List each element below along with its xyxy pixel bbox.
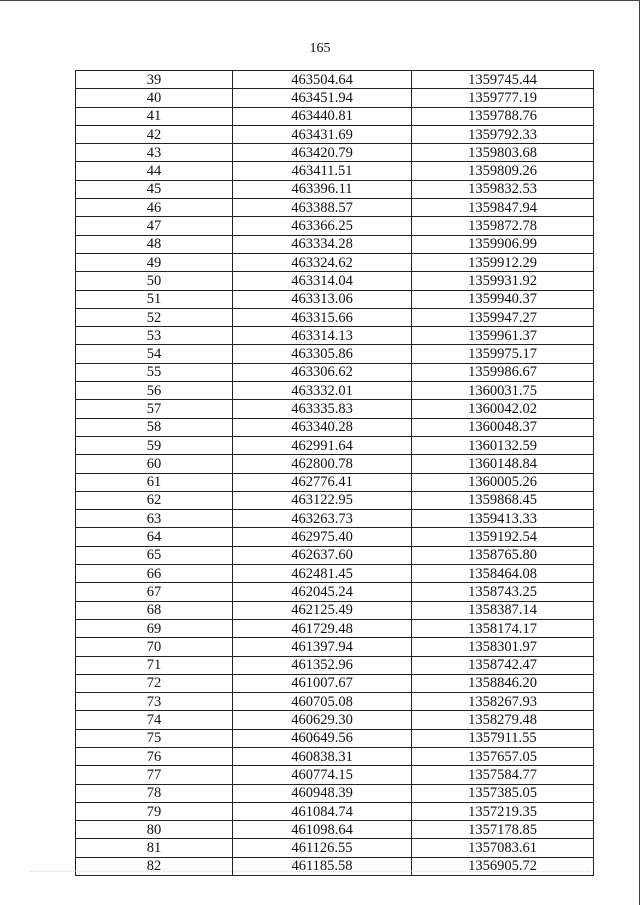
x-coordinate-cell: 463366.25	[233, 217, 412, 235]
point-number-cell: 51	[76, 290, 233, 308]
table-row	[76, 546, 594, 564]
x-coordinate-cell: 463504.64	[233, 71, 412, 89]
table-row	[76, 180, 594, 198]
point-number-cell: 55	[76, 363, 233, 381]
x-coordinate-cell: 462125.49	[233, 601, 412, 619]
point-number-cell: 42	[76, 125, 233, 143]
table-row	[76, 857, 594, 875]
x-coordinate-cell: 463431.69	[233, 125, 412, 143]
x-coordinate-cell: 461126.55	[233, 839, 412, 857]
y-coordinate-cell: 1358464.08	[412, 565, 594, 583]
y-coordinate-cell: 1359912.29	[412, 253, 594, 271]
point-number-cell: 48	[76, 235, 233, 253]
y-coordinate-cell: 1359986.67	[412, 363, 594, 381]
x-coordinate-cell: 463411.51	[233, 162, 412, 180]
table-row	[76, 784, 594, 802]
y-coordinate-cell: 1357219.35	[412, 802, 594, 820]
point-number-cell: 74	[76, 711, 233, 729]
table-row	[76, 235, 594, 253]
table-row	[76, 601, 594, 619]
x-coordinate-cell: 463440.81	[233, 107, 412, 125]
x-coordinate-cell: 462991.64	[233, 436, 412, 454]
point-number-cell: 70	[76, 638, 233, 656]
y-coordinate-cell: 1360042.02	[412, 400, 594, 418]
y-coordinate-cell: 1359961.37	[412, 327, 594, 345]
x-coordinate-cell: 462800.78	[233, 455, 412, 473]
y-coordinate-cell: 1358301.97	[412, 638, 594, 656]
table-row	[76, 308, 594, 326]
point-number-cell: 56	[76, 382, 233, 400]
table-row	[76, 491, 594, 509]
table-row	[76, 71, 594, 89]
table-row	[76, 125, 594, 143]
point-number-cell: 61	[76, 473, 233, 491]
point-number-cell: 72	[76, 674, 233, 692]
y-coordinate-cell: 1359906.99	[412, 235, 594, 253]
y-coordinate-cell: 1359832.53	[412, 180, 594, 198]
x-coordinate-cell: 463315.66	[233, 308, 412, 326]
point-number-cell: 50	[76, 272, 233, 290]
table-row	[76, 839, 594, 857]
point-number-cell: 77	[76, 766, 233, 784]
point-number-cell: 81	[76, 839, 233, 857]
x-coordinate-cell: 462975.40	[233, 528, 412, 546]
table-row	[76, 711, 594, 729]
x-coordinate-cell: 463313.06	[233, 290, 412, 308]
point-number-cell: 68	[76, 601, 233, 619]
table-row	[76, 199, 594, 217]
x-coordinate-cell: 462045.24	[233, 583, 412, 601]
y-coordinate-cell: 1357584.77	[412, 766, 594, 784]
x-coordinate-cell: 463305.86	[233, 345, 412, 363]
x-coordinate-cell: 463263.73	[233, 510, 412, 528]
table-row	[76, 107, 594, 125]
table-row	[76, 455, 594, 473]
point-number-cell: 66	[76, 565, 233, 583]
point-number-cell: 39	[76, 71, 233, 89]
table-row	[76, 674, 594, 692]
table-row	[76, 729, 594, 747]
y-coordinate-cell: 1359947.27	[412, 308, 594, 326]
point-number-cell: 79	[76, 802, 233, 820]
x-coordinate-cell: 460948.39	[233, 784, 412, 802]
point-number-cell: 46	[76, 199, 233, 217]
table-row	[76, 162, 594, 180]
x-coordinate-cell: 460838.31	[233, 747, 412, 765]
point-number-cell: 69	[76, 619, 233, 637]
y-coordinate-cell: 1359745.44	[412, 71, 594, 89]
y-coordinate-cell: 1357911.55	[412, 729, 594, 747]
y-coordinate-cell: 1358743.25	[412, 583, 594, 601]
x-coordinate-cell: 463314.04	[233, 272, 412, 290]
point-number-cell: 43	[76, 144, 233, 162]
table-row	[76, 821, 594, 839]
x-coordinate-cell: 462637.60	[233, 546, 412, 564]
y-coordinate-cell: 1359792.33	[412, 125, 594, 143]
x-coordinate-cell: 463420.79	[233, 144, 412, 162]
point-number-cell: 44	[76, 162, 233, 180]
table-row	[76, 144, 594, 162]
y-coordinate-cell: 1358742.47	[412, 656, 594, 674]
table-row	[76, 638, 594, 656]
y-coordinate-cell: 1357657.05	[412, 747, 594, 765]
y-coordinate-cell: 1359975.17	[412, 345, 594, 363]
point-number-cell: 75	[76, 729, 233, 747]
x-coordinate-cell: 463335.83	[233, 400, 412, 418]
page-border-top	[0, 0, 640, 1]
point-number-cell: 76	[76, 747, 233, 765]
x-coordinate-cell: 462481.45	[233, 565, 412, 583]
table-row	[76, 766, 594, 784]
x-coordinate-cell: 463324.62	[233, 253, 412, 271]
y-coordinate-cell: 1359931.92	[412, 272, 594, 290]
y-coordinate-cell: 1358765.80	[412, 546, 594, 564]
point-number-cell: 64	[76, 528, 233, 546]
y-coordinate-cell: 1360148.84	[412, 455, 594, 473]
x-coordinate-cell: 463122.95	[233, 491, 412, 509]
table-row	[76, 363, 594, 381]
table-row	[76, 217, 594, 235]
y-coordinate-cell: 1359413.33	[412, 510, 594, 528]
y-coordinate-cell: 1359847.94	[412, 199, 594, 217]
y-coordinate-cell: 1359868.45	[412, 491, 594, 509]
table-row	[76, 418, 594, 436]
point-number-cell: 62	[76, 491, 233, 509]
table-row	[76, 510, 594, 528]
x-coordinate-cell: 460629.30	[233, 711, 412, 729]
y-coordinate-cell: 1357385.05	[412, 784, 594, 802]
y-coordinate-cell: 1359192.54	[412, 528, 594, 546]
table-row	[76, 747, 594, 765]
x-coordinate-cell: 463451.94	[233, 89, 412, 107]
table-row	[76, 473, 594, 491]
y-coordinate-cell: 1360031.75	[412, 382, 594, 400]
x-coordinate-cell: 461729.48	[233, 619, 412, 637]
table-row	[76, 272, 594, 290]
table-row	[76, 528, 594, 546]
y-coordinate-cell: 1358846.20	[412, 674, 594, 692]
x-coordinate-cell: 462776.41	[233, 473, 412, 491]
table-row	[76, 693, 594, 711]
y-coordinate-cell: 1359872.78	[412, 217, 594, 235]
y-coordinate-cell: 1356905.72	[412, 857, 594, 875]
point-number-cell: 80	[76, 821, 233, 839]
x-coordinate-cell: 463332.01	[233, 382, 412, 400]
point-number-cell: 41	[76, 107, 233, 125]
table-row	[76, 565, 594, 583]
x-coordinate-cell: 461185.58	[233, 857, 412, 875]
table-row	[76, 802, 594, 820]
point-number-cell: 65	[76, 546, 233, 564]
y-coordinate-cell: 1358387.14	[412, 601, 594, 619]
table-row	[76, 656, 594, 674]
y-coordinate-cell: 1359803.68	[412, 144, 594, 162]
table-row	[76, 327, 594, 345]
point-number-cell: 57	[76, 400, 233, 418]
y-coordinate-cell: 1358279.48	[412, 711, 594, 729]
point-number-cell: 45	[76, 180, 233, 198]
x-coordinate-cell: 463306.62	[233, 363, 412, 381]
y-coordinate-cell: 1358174.17	[412, 619, 594, 637]
table-row	[76, 290, 594, 308]
table-row	[76, 400, 594, 418]
y-coordinate-cell: 1359809.26	[412, 162, 594, 180]
point-number-cell: 47	[76, 217, 233, 235]
x-coordinate-cell: 461397.94	[233, 638, 412, 656]
x-coordinate-cell: 463396.11	[233, 180, 412, 198]
table-row	[76, 583, 594, 601]
point-number-cell: 63	[76, 510, 233, 528]
point-number-cell: 82	[76, 857, 233, 875]
table-row	[76, 382, 594, 400]
y-coordinate-cell: 1360005.26	[412, 473, 594, 491]
point-number-cell: 58	[76, 418, 233, 436]
x-coordinate-cell: 463388.57	[233, 199, 412, 217]
x-coordinate-cell: 463314.13	[233, 327, 412, 345]
table-row	[76, 345, 594, 363]
page-number: 165	[309, 41, 331, 56]
y-coordinate-cell: 1359777.19	[412, 89, 594, 107]
y-coordinate-cell: 1357178.85	[412, 821, 594, 839]
point-number-cell: 60	[76, 455, 233, 473]
point-number-cell: 67	[76, 583, 233, 601]
point-number-cell: 52	[76, 308, 233, 326]
x-coordinate-cell: 461007.67	[233, 674, 412, 692]
scan-artifact-line	[30, 868, 590, 872]
point-number-cell: 54	[76, 345, 233, 363]
point-number-cell: 71	[76, 656, 233, 674]
coordinates-table-body	[76, 71, 594, 876]
table-row	[76, 619, 594, 637]
table-row	[76, 436, 594, 454]
point-number-cell: 40	[76, 89, 233, 107]
x-coordinate-cell: 463340.28	[233, 418, 412, 436]
x-coordinate-cell: 460649.56	[233, 729, 412, 747]
x-coordinate-cell: 461352.96	[233, 656, 412, 674]
x-coordinate-cell: 460705.08	[233, 693, 412, 711]
y-coordinate-cell: 1357083.61	[412, 839, 594, 857]
table-row	[76, 89, 594, 107]
y-coordinate-cell: 1359788.76	[412, 107, 594, 125]
x-coordinate-cell: 461084.74	[233, 802, 412, 820]
table-row	[76, 253, 594, 271]
x-coordinate-cell: 460774.15	[233, 766, 412, 784]
point-number-cell: 73	[76, 693, 233, 711]
x-coordinate-cell: 461098.64	[233, 821, 412, 839]
point-number-cell: 78	[76, 784, 233, 802]
y-coordinate-cell: 1358267.93	[412, 693, 594, 711]
point-number-cell: 49	[76, 253, 233, 271]
y-coordinate-cell: 1360048.37	[412, 418, 594, 436]
y-coordinate-cell: 1359940.37	[412, 290, 594, 308]
coordinates-table	[75, 70, 594, 876]
point-number-cell: 53	[76, 327, 233, 345]
y-coordinate-cell: 1360132.59	[412, 436, 594, 454]
point-number-cell: 59	[76, 436, 233, 454]
x-coordinate-cell: 463334.28	[233, 235, 412, 253]
